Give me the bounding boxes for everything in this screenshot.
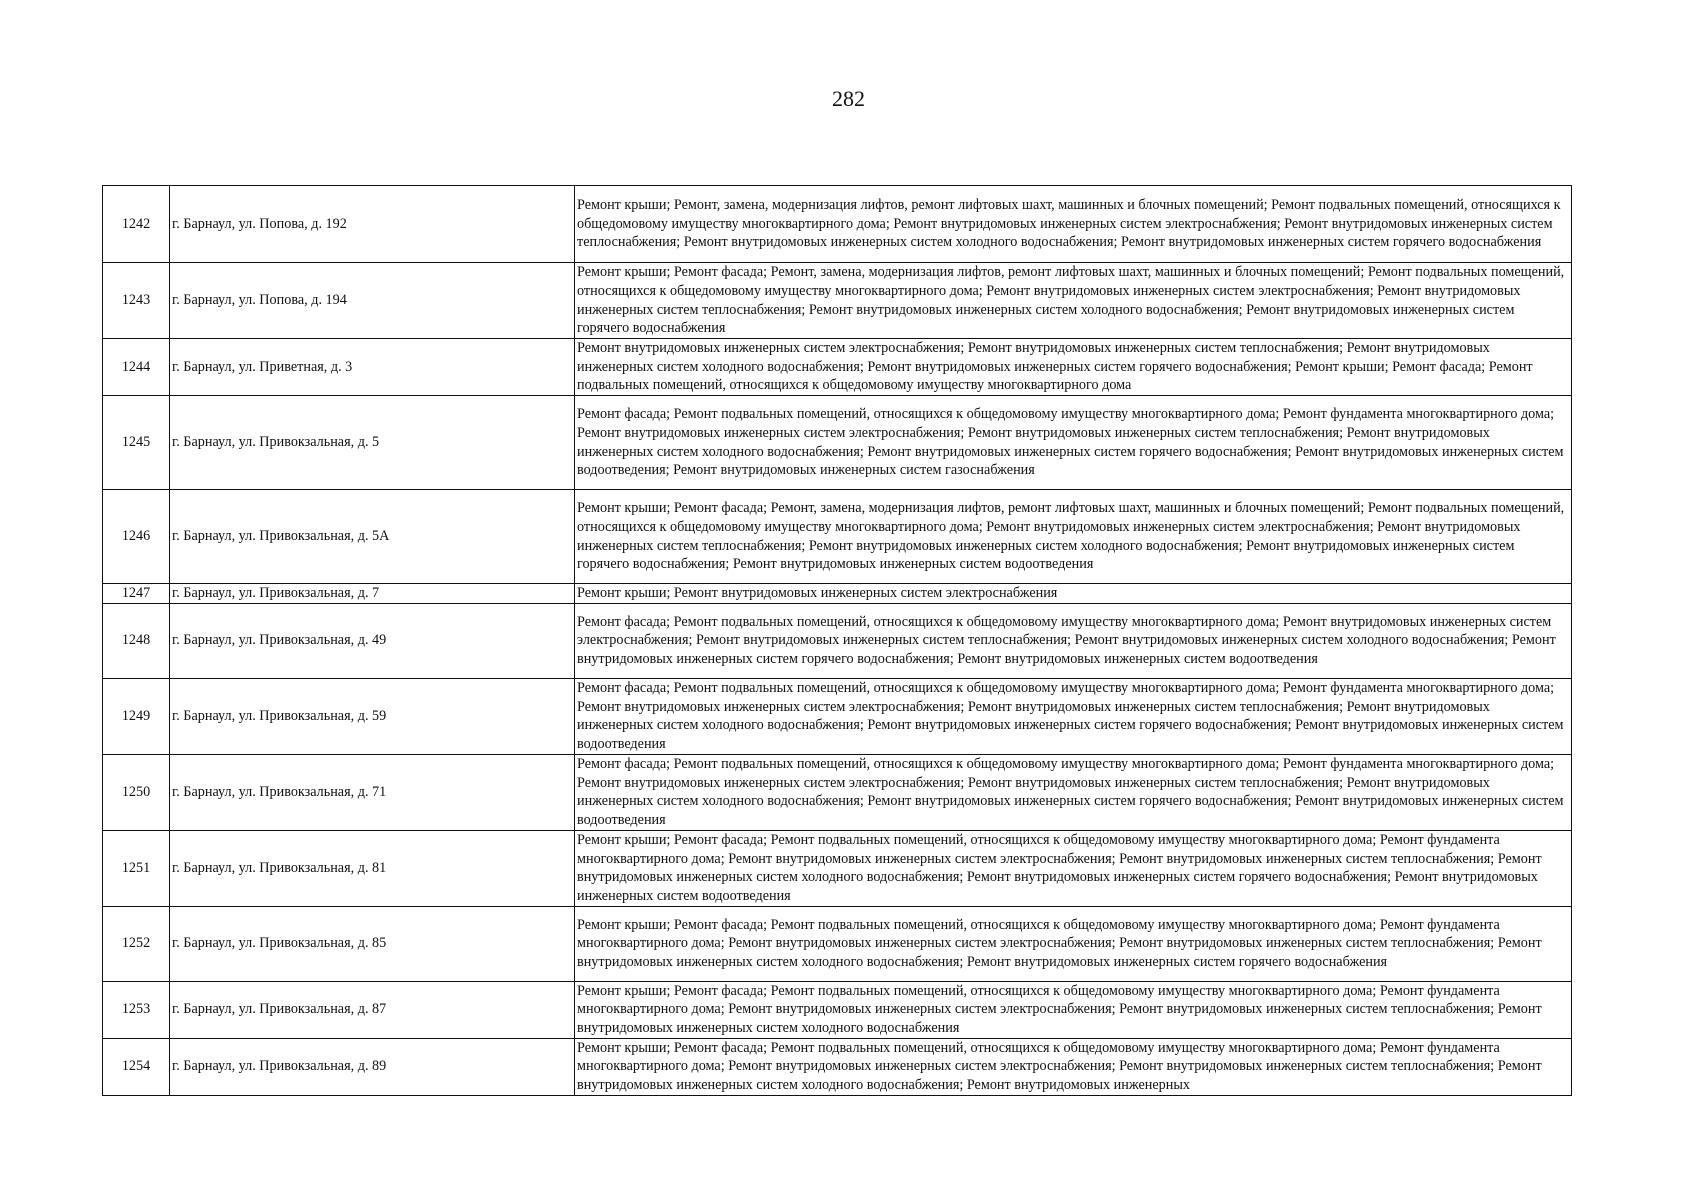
table-row [103,1038,1572,1095]
row-address: г. Барнаул, ул. Приветная, д. 3 [170,339,575,396]
row-works: Ремонт фасада; Ремонт подвальных помещений, относящихся к общедомовому имуществу многоквартирного дома; Ремонт фундамента многоквартирного дома; Ремонт внутридомовых инженерных систем электроснабжения; Ремонт внутридомовых инженерных систем теплоснабжения; Ремонт внутридомовых инженерных систем холодного водоснабжения; Ремонт внутридомовых инженерных систем горячего водоснабжения; Ремонт внутридомовых инженерных систем водоотведения [575,754,1572,830]
row-number: 1251 [103,830,170,906]
row-works: Ремонт крыши; Ремонт фасада; Ремонт, замена, модернизация лифтов, ремонт лифтовых шахт, машинных и блочных помещений; Ремонт подвальных помещений, относящихся к общедомовому имуществу многоквартирного дома; Ремонт внутридомовых инженерных систем электроснабжения; Ремонт внутридомовых инженерных систем теплоснабжения; Ремонт внутридомовых инженерных систем холодного водоснабжения; Ремонт внутридомовых инженерных систем горячего водоснабжения; Ремонт внутридомовых инженерных систем водоотведения [575,490,1572,584]
table-row [103,339,1572,396]
row-works: Ремонт крыши; Ремонт фасада; Ремонт подвальных помещений, относящихся к общедомовому имуществу многоквартирного дома; Ремонт фундамента многоквартирного дома; Ремонт внутридомовых инженерных систем электроснабжения; Ремонт внутридомовых инженерных систем теплоснабжения; Ремонт внутридомовых инженерных систем холодного водоснабжения [575,981,1572,1038]
row-address: г. Барнаул, ул. Привокзальная, д. 71 [170,754,575,830]
row-address: г. Барнаул, ул. Привокзальная, д. 85 [170,906,575,981]
table-row [103,263,1572,339]
table-row [103,603,1572,678]
row-address: г. Барнаул, ул. Привокзальная, д. 5А [170,490,575,584]
row-works: Ремонт крыши; Ремонт, замена, модернизация лифтов, ремонт лифтовых шахт, машинных и блочных помещений; Ремонт подвальных помещений, относящихся к общедомовому имуществу многоквартирного дома; Ремонт внутридомовых инженерных систем электроснабжения; Ремонт внутридомовых инженерных систем теплоснабжения; Ремонт внутридомовых инженерных систем холодного водоснабжения; Ремонт внутридомовых инженерных систем горячего водоснабжения [575,186,1572,263]
row-works: Ремонт внутридомовых инженерных систем электроснабжения; Ремонт внутридомовых инженерных систем теплоснабжения; Ремонт внутридомовых инженерных систем холодного водоснабжения; Ремонт внутридомовых инженерных систем горячего водоснабжения; Ремонт крыши; Ремонт фасада; Ремонт подвальных помещений, относящихся к общедомовому имуществу многоквартирного дома [575,339,1572,396]
table-row [103,830,1572,906]
row-works: Ремонт крыши; Ремонт внутридомовых инженерных систем электроснабжения [575,584,1572,604]
row-works: Ремонт фасада; Ремонт подвальных помещений, относящихся к общедомовому имуществу многоквартирного дома; Ремонт фундамента многоквартирного дома; Ремонт внутридомовых инженерных систем электроснабжения; Ремонт внутридомовых инженерных систем теплоснабжения; Ремонт внутридомовых инженерных систем холодного водоснабжения; Ремонт внутридомовых инженерных систем горячего водоснабжения; Ремонт внутридомовых инженерных систем водоотведения; Ремонт внутридомовых инженерных систем газоснабжения [575,396,1572,490]
row-number: 1250 [103,754,170,830]
page-number: 282 [832,86,865,111]
row-number: 1249 [103,678,170,754]
row-works: Ремонт крыши; Ремонт фасада; Ремонт, замена, модернизация лифтов, ремонт лифтовых шахт, машинных и блочных помещений; Ремонт подвальных помещений, относящихся к общедомовому имуществу многоквартирного дома; Ремонт внутридомовых инженерных систем электроснабжения; Ремонт внутридомовых инженерных систем теплоснабжения; Ремонт внутридомовых инженерных систем холодного водоснабжения; Ремонт внутридомовых инженерных систем горячего водоснабжения [575,263,1572,339]
table-row [103,906,1572,981]
row-number: 1243 [103,263,170,339]
row-number: 1246 [103,490,170,584]
row-number: 1244 [103,339,170,396]
row-address: г. Барнаул, ул. Привокзальная, д. 49 [170,603,575,678]
table-row [103,678,1572,754]
row-number: 1252 [103,906,170,981]
row-address: г. Барнаул, ул. Привокзальная, д. 7 [170,584,575,604]
row-address: г. Барнаул, ул. Привокзальная, д. 89 [170,1038,575,1095]
row-number: 1253 [103,981,170,1038]
row-number: 1242 [103,186,170,263]
table-row [103,396,1572,490]
row-address: г. Барнаул, ул. Привокзальная, д. 87 [170,981,575,1038]
row-number: 1247 [103,584,170,604]
row-number: 1248 [103,603,170,678]
row-address: г. Барнаул, ул. Попова, д. 194 [170,263,575,339]
row-address: г. Барнаул, ул. Попова, д. 192 [170,186,575,263]
table-row [103,490,1572,584]
row-number: 1245 [103,396,170,490]
row-works: Ремонт крыши; Ремонт фасада; Ремонт подвальных помещений, относящихся к общедомовому имуществу многоквартирного дома; Ремонт фундамента многоквартирного дома; Ремонт внутридомовых инженерных систем электроснабжения; Ремонт внутридомовых инженерных систем теплоснабжения; Ремонт внутридомовых инженерных систем холодного водоснабжения; Ремонт внутридомовых инженерных систем горячего водоснабжения [575,906,1572,981]
table-row [103,981,1572,1038]
table-row [103,754,1572,830]
row-address: г. Барнаул, ул. Привокзальная, д. 81 [170,830,575,906]
table-row [103,584,1572,604]
works-table-body [103,186,1572,1096]
row-works: Ремонт фасада; Ремонт подвальных помещений, относящихся к общедомовому имуществу многоквартирного дома; Ремонт фундамента многоквартирного дома; Ремонт внутридомовых инженерных систем электроснабжения; Ремонт внутридомовых инженерных систем теплоснабжения; Ремонт внутридомовых инженерных систем холодного водоснабжения; Ремонт внутридомовых инженерных систем горячего водоснабжения; Ремонт внутридомовых инженерных систем водоотведения [575,678,1572,754]
table-row [103,186,1572,263]
row-works: Ремонт крыши; Ремонт фасада; Ремонт подвальных помещений, относящихся к общедомовому имуществу многоквартирного дома; Ремонт фундамента многоквартирного дома; Ремонт внутридомовых инженерных систем электроснабжения; Ремонт внутридомовых инженерных систем теплоснабжения; Ремонт внутридомовых инженерных систем холодного водоснабжения; Ремонт внутридомовых инженерных [575,1038,1572,1095]
row-address: г. Барнаул, ул. Привокзальная, д. 5 [170,396,575,490]
row-works: Ремонт крыши; Ремонт фасада; Ремонт подвальных помещений, относящихся к общедомовому имуществу многоквартирного дома; Ремонт фундамента многоквартирного дома; Ремонт внутридомовых инженерных систем электроснабжения; Ремонт внутридомовых инженерных систем теплоснабжения; Ремонт внутридомовых инженерных систем холодного водоснабжения; Ремонт внутридомовых инженерных систем горячего водоснабжения; Ремонт внутридомовых инженерных систем водоотведения [575,830,1572,906]
works-table [102,185,1572,1096]
row-address: г. Барнаул, ул. Привокзальная, д. 59 [170,678,575,754]
row-number: 1254 [103,1038,170,1095]
row-works: Ремонт фасада; Ремонт подвальных помещений, относящихся к общедомовому имуществу многоквартирного дома; Ремонт внутридомовых инженерных систем электроснабжения; Ремонт внутридомовых инженерных систем теплоснабжения; Ремонт внутридомовых инженерных систем холодного водоснабжения; Ремонт внутридомовых инженерных систем горячего водоснабжения; Ремонт внутридомовых инженерных систем водоотведения [575,603,1572,678]
